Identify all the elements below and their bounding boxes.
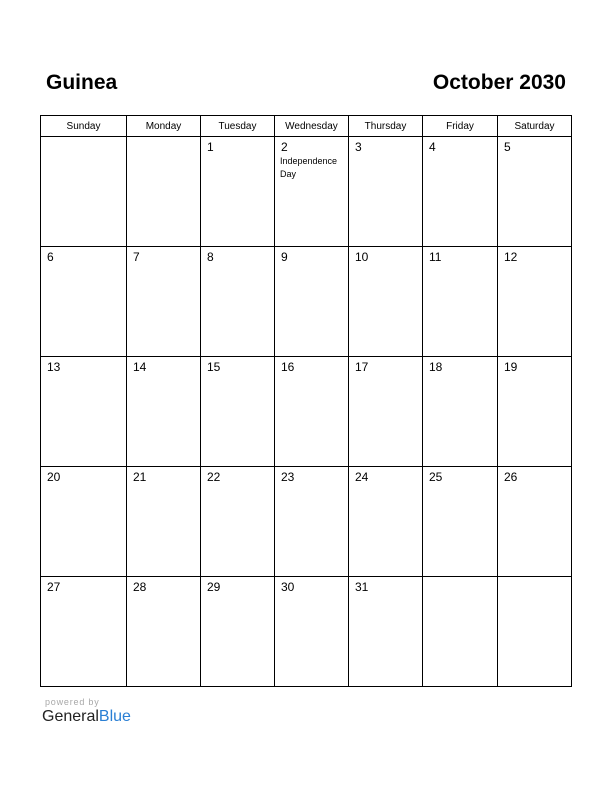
- day-number: 14: [133, 360, 147, 374]
- calendar-grid: [40, 115, 572, 687]
- day-number: 15: [207, 360, 221, 374]
- day-number: 23: [281, 470, 295, 484]
- day-number: 6: [47, 250, 54, 264]
- day-number: 18: [429, 360, 443, 374]
- holiday-label: Independence Day: [280, 156, 338, 179]
- day-number: 28: [133, 580, 147, 594]
- day-number: 9: [281, 250, 288, 264]
- day-cell: [498, 247, 572, 357]
- day-cell: [349, 247, 423, 357]
- day-number: 31: [355, 580, 369, 594]
- day-cell: [201, 577, 275, 687]
- day-cell: [201, 137, 275, 247]
- day-number: 24: [355, 470, 369, 484]
- weekday-header: Monday: [127, 116, 201, 137]
- day-cell: [127, 467, 201, 577]
- day-cell: [201, 357, 275, 467]
- day-number: 5: [504, 140, 511, 154]
- weekday-header: Thursday: [349, 116, 423, 137]
- month-year-title: October 2030: [432, 71, 566, 94]
- day-number: 22: [207, 470, 221, 484]
- day-cell: [275, 467, 349, 577]
- day-number: 13: [47, 360, 61, 374]
- brand-blue: Blue: [98, 708, 131, 725]
- day-number: [423, 577, 497, 580]
- weekday-header-row: [41, 116, 572, 137]
- day-cell: [275, 247, 349, 357]
- day-number: 1: [207, 140, 214, 154]
- day-number: 12: [504, 250, 518, 264]
- day-cell: [41, 577, 127, 687]
- brand-general: General: [42, 708, 99, 725]
- day-cell: [41, 467, 127, 577]
- day-number: 21: [133, 470, 147, 484]
- day-cell: [201, 247, 275, 357]
- day-cell: [275, 577, 349, 687]
- day-cell: [127, 137, 201, 247]
- weekday-header: Saturday: [498, 116, 572, 137]
- day-cell: [423, 467, 498, 577]
- day-cell: [201, 467, 275, 577]
- day-number: 10: [355, 250, 369, 264]
- day-number: 19: [504, 360, 518, 374]
- week-row: [41, 577, 572, 687]
- day-cell: [275, 137, 349, 247]
- powered-by-text: powered by: [45, 697, 100, 707]
- week-row: [41, 467, 572, 577]
- day-number: 30: [281, 580, 295, 594]
- day-number: 11: [429, 250, 442, 264]
- day-cell: [349, 467, 423, 577]
- day-cell: [41, 357, 127, 467]
- day-number: 4: [429, 140, 436, 154]
- day-number: 29: [207, 580, 221, 594]
- day-cell: [275, 357, 349, 467]
- day-cell: [349, 137, 423, 247]
- day-cell: [498, 467, 572, 577]
- day-number: 8: [207, 250, 214, 264]
- day-number: 20: [47, 470, 61, 484]
- day-cell: [423, 357, 498, 467]
- day-number: 3: [355, 140, 362, 154]
- weekday-header: Wednesday: [275, 116, 349, 137]
- weekday-header: Sunday: [41, 116, 127, 137]
- day-cell: [41, 247, 127, 357]
- week-row: [41, 137, 572, 247]
- day-number: 27: [47, 580, 61, 594]
- week-row: [41, 357, 572, 467]
- day-number: [127, 137, 200, 140]
- day-cell: [349, 577, 423, 687]
- day-cell: [423, 247, 498, 357]
- day-cell: [349, 357, 423, 467]
- weekday-header: Tuesday: [201, 116, 275, 137]
- day-number: 26: [504, 470, 518, 484]
- day-number: 2: [281, 140, 288, 154]
- day-cell: [127, 247, 201, 357]
- day-number: [41, 137, 126, 140]
- day-cell: [498, 357, 572, 467]
- day-cell: [41, 137, 127, 247]
- day-cell: [498, 577, 572, 687]
- day-number: 17: [355, 360, 369, 374]
- day-cell: [498, 137, 572, 247]
- country-title: Guinea: [46, 71, 118, 94]
- day-cell: [127, 577, 201, 687]
- day-cell: [127, 357, 201, 467]
- day-number: 25: [429, 470, 443, 484]
- day-cell: [423, 577, 498, 687]
- week-row: [41, 247, 572, 357]
- day-cell: [423, 137, 498, 247]
- day-number: [498, 577, 571, 580]
- day-number: 16: [281, 360, 295, 374]
- brand-logo[interactable]: [42, 708, 131, 726]
- day-number: 7: [133, 250, 140, 264]
- weekday-header: Friday: [423, 116, 498, 137]
